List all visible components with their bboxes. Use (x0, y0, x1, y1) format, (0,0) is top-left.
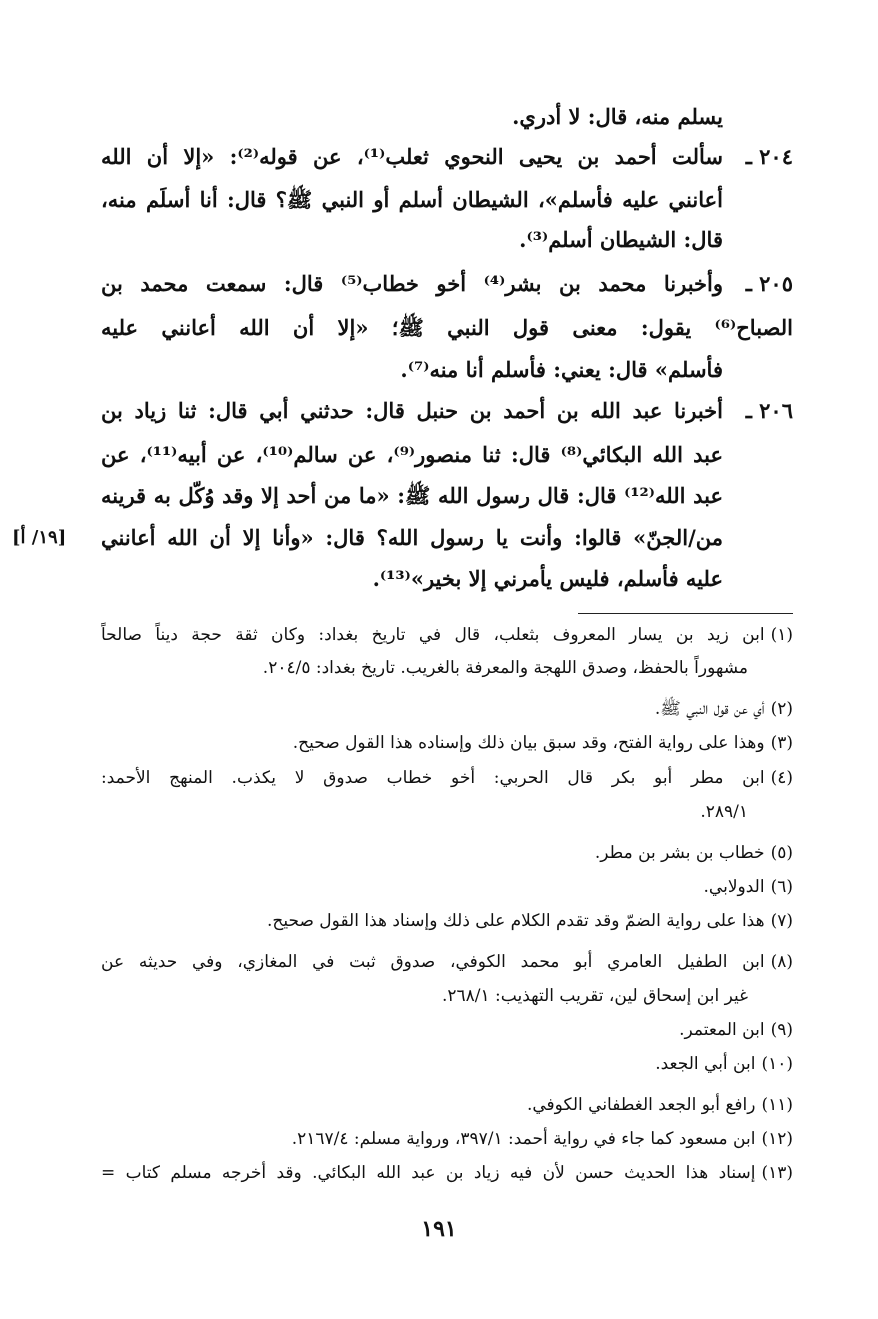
footnote-text: وهذا على رواية الفتح، وقد سبق بيان ذلك وإسناده هذا القول صحيح. (292, 733, 765, 753)
folio-marker: [١٩/ أ] (12, 527, 67, 548)
footnote-13 (101, 1157, 793, 1190)
footnote-text: ابن الطفيل العامري أبو محمد الكوفي، صدوق ثبت في المغازي، وفي حديثه عن (101, 952, 765, 972)
main-text-line: أعانني عليه فأسلم»، الشيطان أسلم أو النبي ﷺ؟ قال: أنا أسلَم منه، (101, 187, 723, 212)
footnote-number: (٧) (770, 911, 793, 931)
main-text-line: عليه فأسلم، فليس يأمرني إلا بخير»⁽¹³⁾. (372, 566, 723, 591)
footnote-3 (101, 727, 793, 760)
page-number: ١٩١ (421, 1216, 457, 1242)
footnote-12 (101, 1123, 793, 1156)
entry-number-206: ٢٠٦ ـ (745, 398, 793, 423)
footnote-text: أي عن قول النبي ﷺ. (654, 699, 765, 719)
footnote-number: (١) (770, 625, 793, 645)
footnote-number: (١٣) (761, 1163, 793, 1183)
main-text-line: قال: الشيطان أسلم⁽³⁾. (519, 227, 723, 252)
footnote-number: (٦) (770, 877, 793, 897)
footnote-1 (101, 619, 793, 652)
footnote-number: (٢) (770, 699, 793, 719)
footnote-6 (101, 871, 793, 904)
footnote-4 (101, 762, 793, 795)
footnote-text: الدولابي. (703, 877, 765, 897)
main-text-line: الصباح⁽⁶⁾ يقول: معنى قول النبي ﷺ؛ «إلا أن الله أعانني عليه (101, 315, 793, 340)
footnote-separator (578, 613, 793, 614)
footnote-text: غير ابن إسحاق لين، تقريب التهذيب: ٢٦٨/١. (441, 986, 748, 1006)
main-text-line: عبد الله البكائي⁽⁸⁾ قال: ثنا منصور⁽⁹⁾، عن سالم⁽¹⁰⁾، عن أبيه⁽¹¹⁾، عن (101, 442, 723, 467)
footnote-text: ابن مطر أبو بكر قال الحربي: أخو خطاب صدوق لا يكذب. المنهج الأحمد: (101, 768, 765, 788)
entry-number-205: ٢٠٥ ـ (745, 271, 793, 296)
footnote-number: (١١) (761, 1095, 793, 1115)
footnote-text: ابن أبي الجعد. (655, 1054, 756, 1074)
footnote-number: (١٠) (761, 1054, 793, 1074)
main-text-line: أخبرنا عبد الله بن أحمد بن حنبل قال: حدثني أبي قال: ثنا زياد بن (101, 398, 723, 423)
footnote-text: إسناد هذا الحديث حسن لأن فيه زياد بن عبد الله البكائي. وقد أخرجه مسلم كتاب = (101, 1163, 756, 1183)
footnote-text: ابن مسعود كما جاء في رواية أحمد: ٣٩٧/١، ورواية مسلم: ٢١٦٧/٤. (291, 1129, 756, 1149)
footnote-text: خطاب بن بشر بن مطر. (594, 843, 765, 863)
main-text-line: سألت أحمد بن يحيى النحوي ثعلب⁽¹⁾، عن قوله⁽²⁾: «إلا أن الله (101, 144, 723, 169)
footnote-number: (٣) (770, 733, 793, 753)
footnote-9 (101, 1014, 793, 1047)
footnote-number: (١٢) (761, 1129, 793, 1149)
footnote-7 (101, 905, 793, 938)
footnote-10 (101, 1048, 793, 1081)
main-text-line: فأسلم» قال: يعني: فأسلم أنا منه⁽⁷⁾. (400, 357, 723, 382)
main-text-line: وأخبرنا محمد بن بشر⁽⁴⁾ أخو خطاب⁽⁵⁾ قال: سمعت محمد بن (101, 271, 723, 296)
footnote-text: ابن المعتمر. (679, 1020, 765, 1040)
main-text-line: عبد الله⁽¹²⁾ قال: قال رسول الله ﷺ: «ما من أحد إلا وقد وُكّل به قرينه (101, 483, 723, 508)
footnote-text: ٢٨٩/١. (700, 802, 748, 822)
footnote-2 (101, 693, 793, 726)
footnote-number: (٩) (770, 1020, 793, 1040)
main-text-line: من/الجنّ» قالوا: وأنت يا رسول الله؟ قال: «وأنا إلا أن الله أعانني (101, 525, 723, 550)
footnote-11 (101, 1089, 793, 1122)
footnote-8 (101, 946, 793, 979)
footnote-text: مشهوراً بالحفظ، وصدق اللهجة والمعرفة بالغريب. تاريخ بغداد: ٢٠٤/٥. (262, 658, 748, 678)
footnote-number: (٨) (770, 952, 793, 972)
footnote-5 (101, 837, 793, 870)
footnote-text: هذا على رواية الضمّ وقد تقدم الكلام على ذلك وإسناد هذا القول صحيح. (266, 911, 765, 931)
footnote-number: (٥) (770, 843, 793, 863)
footnote-text: ابن زيد بن يسار المعروف بثعلب، قال في تاريخ بغداد: وكان ثقة حجة ديناً صالحاً (101, 625, 765, 645)
entry-number-204: ٢٠٤ ـ (745, 144, 793, 169)
main-text-line: يسلم منه، قال: لا أدري. (512, 104, 723, 129)
footnote-number: (٤) (770, 768, 793, 788)
footnote-text: رافع أبو الجعد الغطفاني الكوفي. (526, 1095, 756, 1115)
